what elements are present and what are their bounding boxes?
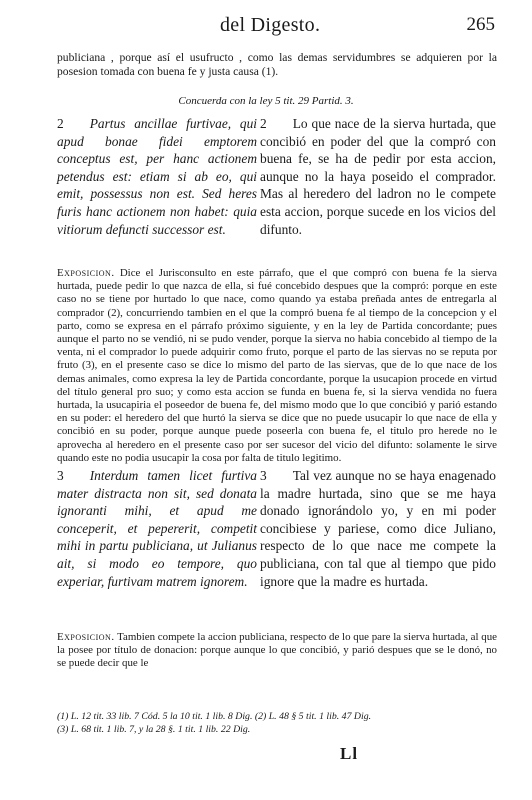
- exposicion-1: [57, 267, 497, 465]
- running-head: [40, 14, 495, 44]
- section-2-latin-number: 2: [57, 116, 64, 131]
- section-2-spanish: [260, 115, 496, 238]
- exposicion-1-label: Exposicion.: [57, 267, 115, 279]
- exposicion-2-label: Exposicion.: [57, 631, 115, 643]
- exposicion-2: [57, 631, 497, 671]
- page-number: 265: [466, 14, 495, 35]
- running-head-title: del Digesto.: [220, 14, 321, 36]
- footnotes: [57, 710, 497, 736]
- exposicion-1-text: Dice el Jurisconsulto en este párrafo, que el que compró con buena fe la sierva hurtada, puede pedir lo que nazca de ella, si fué concebido despues que la compró: porque en este caso no se tiene por hurtado lo que nace, como quando ya estaba preñada antes de entregarla al comprador (2), concurriendo tambien en el que la compró buena fe al tiempo de la concepcion y el parto, como se expresa en el párrafo próximo siguiente, y en la ley de Partida concordante; pues aunque el parto no se vendió, ni se pudo vender, porque la sierva no habia concebido al tiempo de la venta, ni el comprador lo puede adquirir como fruto, porque el parto de las siervas no se reputa por fruto (3), en el presente caso se dice lo mismo del parto de las siervas, que de lo que nace de los demas animales, como expresa la ley de Partida concordante, porque la usucapion procede en virtud del título general pro suo; y como esta accion se funda en buena fe, si la sierva vendida no fuera hurtada, la usucapiria el poseedor de buena fe, del mismo modo que lo que concibió y parió estando en su poder: el heredero del que hurtó la sierva se dice que no puede usucapir lo que nace de ella y concibió en su poder, porque aunque puede poseerla con buena fe, el titulo pro herede no le aprovecha al heredero en el presente caso por ser sucesor del vicio del difunto: solamente le sirve quando este no podia usucapir la cosa por falta de titulo legitimo.: [57, 267, 498, 464]
- concordance-note: Concuerda con la ley 5 tit. 29 Partid. 3.: [178, 95, 354, 107]
- footnote-line-1: (1) L. 12 tit. 33 lib. 7 Cód. 5 la 10 tit. 1 lib. 8 Dig. (2) L. 48 § 5 tit. 1 lib. 47 Dig.: [57, 711, 372, 722]
- intro-paragraph: publiciana , porque así el usufructo , como las demas servidumbres se adquieren por la posesion tomada con buena fe y justa causa (1).: [57, 51, 497, 78]
- section-3-latin-number: 3: [57, 468, 64, 483]
- section-3-spanish: [260, 467, 496, 590]
- section-3-latin: [57, 467, 257, 590]
- section-3-latin-text: Interdum tamen licet furtiva mater distracta non sit, sed donata ignoranti mihi, et apud me conceperit, et pepererit, competit mihi in partu publiciana, ut Julianus ait, si modo eo tempore, quo experiar, furtivam matrem ignorem.: [57, 468, 257, 589]
- section-2-latin-text: Partus ancillae furtivae, qui apud bonae fidei emptorem conceptus est, per hanc actionem petendus est: etiam si ab eo, qui emit, possessus non est. Sed heres furis hanc actionem non habet: quia vitiorum defuncti successor est.: [57, 116, 257, 237]
- section-3-spanish-text: Tal vez aunque no se haya enagenado la madre hurtada, sino que se me haya donado ignorándolo yo, y en mi poder concibiese y pariese, como dice Juliano, respecto de lo que nace me compete la publiciana, con tal que al tiempo que pido ignore que la madre es hurtada.: [260, 468, 496, 589]
- exposicion-2-text: Tambien compete la accion publiciana, respecto de lo que pare la sierva hurtada, al que la posee por título de donacion: porque aunque lo que concibió, y parió despues que se le donó, no se puede decir que le: [57, 631, 497, 670]
- section-2-latin: [57, 115, 257, 238]
- section-2-spanish-number: 2: [260, 116, 267, 131]
- footnote-line-2: (3) L. 68 tit. 1 lib. 7, y la 28 §. 1 tit. 1 lib. 22 Dig.: [57, 724, 251, 735]
- section-3-spanish-number: 3: [260, 468, 267, 483]
- section-2-spanish-text: Lo que nace de la sierva hurtada, que concibió en poder del que la compró con buena fe, se ha de pedir por esta accion, aunque no la haya poseido el comprador. Mas al heredero del ladron no le compete esta accion, porque sucede en los vicios del difunto.: [260, 116, 496, 237]
- signature-mark: Ll: [340, 744, 359, 763]
